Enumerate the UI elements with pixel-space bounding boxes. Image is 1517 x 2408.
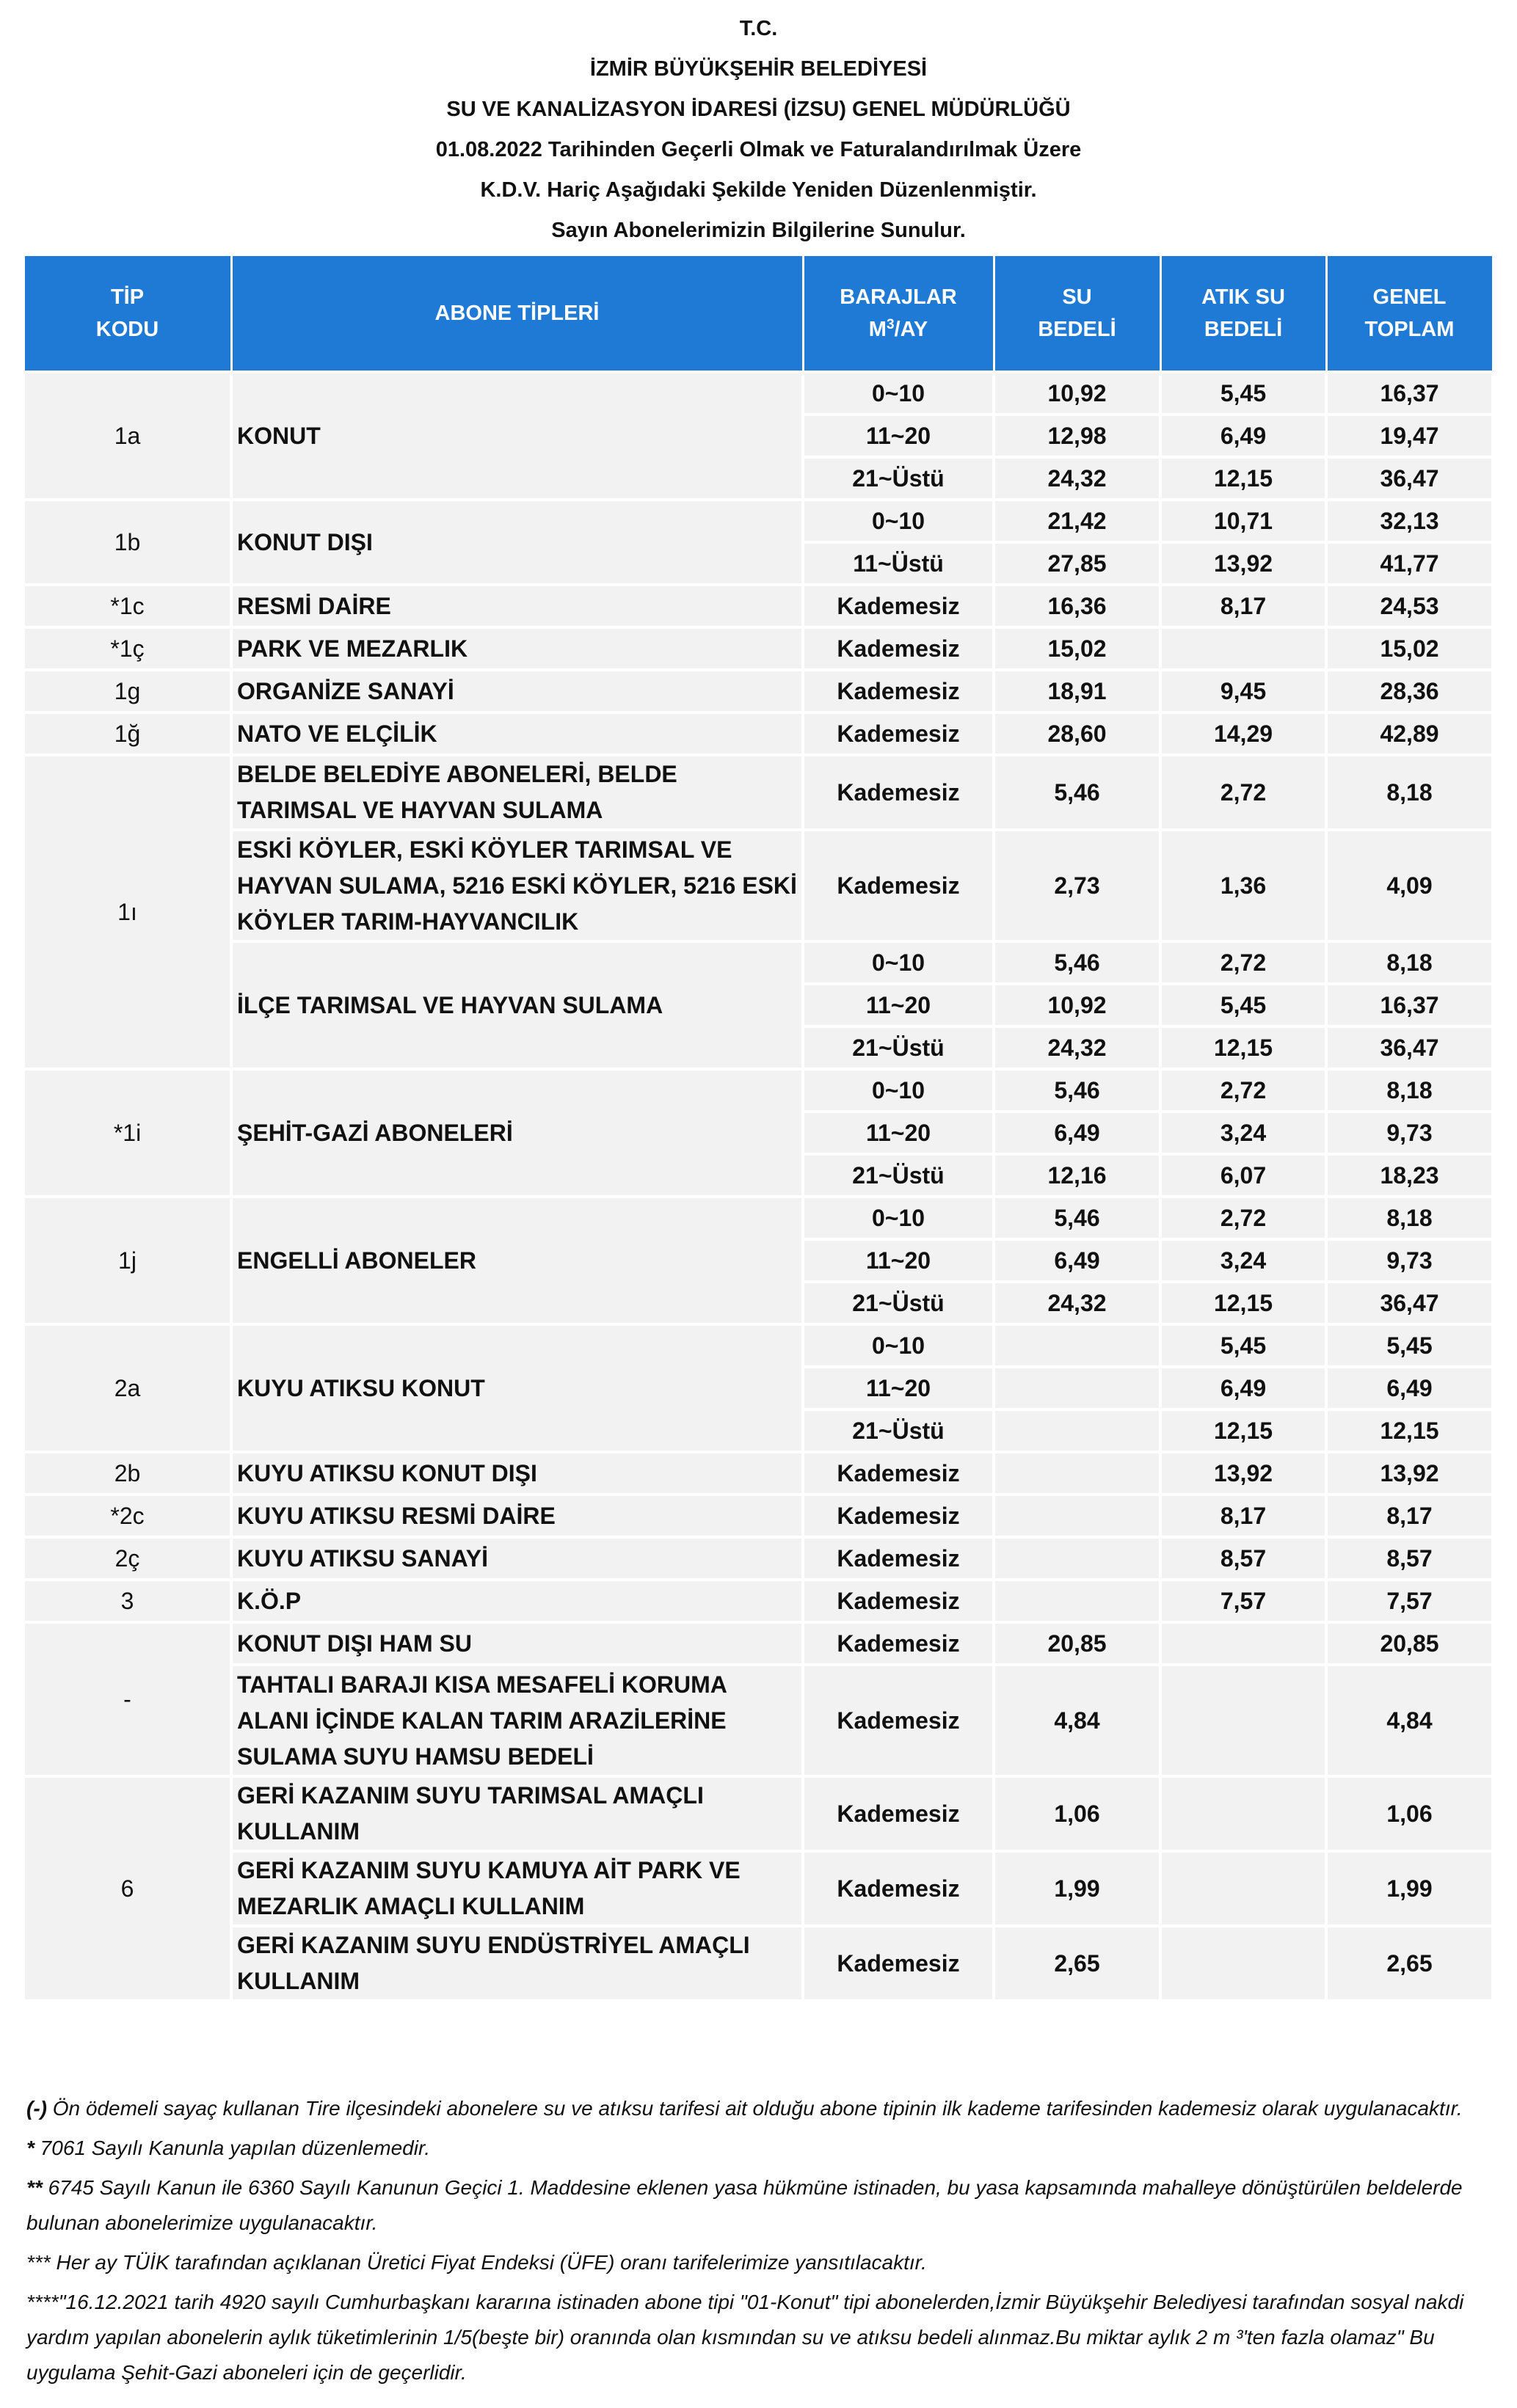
water-fee-cell: 5,46 — [994, 941, 1160, 984]
subscriber-type-cell: KONUT — [231, 372, 803, 500]
table-row — [23, 1197, 1493, 1239]
table-row — [23, 712, 1493, 755]
table-row — [23, 1580, 1493, 1622]
wastewater-fee-cell: 9,45 — [1160, 670, 1326, 712]
header-line-municipality: İZMİR BÜYÜKŞEHİR BELEDİYESİ — [589, 57, 928, 81]
subscriber-type-cell: ŞEHİT-GAZİ ABONELERİ — [231, 1069, 803, 1197]
water-fee-cell — [994, 1537, 1160, 1580]
subscriber-type-cell: K.Ö.P — [231, 1580, 803, 1622]
total-fee-cell: 12,15 — [1326, 1409, 1493, 1452]
type-code-cell: 1a — [23, 372, 231, 500]
range-cell: 11~20 — [803, 984, 994, 1026]
subscriber-type-cell: GERİ KAZANIM SUYU TARIMSAL AMAÇLI KULLANIM — [231, 1776, 803, 1851]
total-fee-cell: 16,37 — [1326, 984, 1493, 1026]
type-code-cell: 2b — [23, 1452, 231, 1495]
footnote — [26, 2245, 1491, 2280]
wastewater-fee-cell: 2,72 — [1160, 941, 1326, 984]
tariff-table — [22, 254, 1494, 2002]
water-fee-cell: 1,06 — [994, 1776, 1160, 1851]
table-row — [23, 1851, 1493, 1926]
subscriber-type-cell: NATO VE ELÇİLİK — [231, 712, 803, 755]
wastewater-fee-cell: 6,49 — [1160, 415, 1326, 457]
header-line-izsu: SU VE KANALİZASYON İDARESİ (İZSU) GENEL MÜDÜRLÜĞÜ — [446, 98, 1071, 121]
subscriber-type-cell: KUYU ATIKSU KONUT DIŞI — [231, 1452, 803, 1495]
subscriber-type-cell: ENGELLİ ABONELER — [231, 1197, 803, 1324]
type-code-cell: 1g — [23, 670, 231, 712]
wastewater-fee-cell: 6,49 — [1160, 1367, 1326, 1409]
table-row — [23, 585, 1493, 627]
water-fee-cell — [994, 1367, 1160, 1409]
header-line-vat: K.D.V. Hariç Aşağıdaki Şekilde Yeniden Düzenlenmiştir. — [480, 178, 1037, 202]
range-cell: Kademesiz — [803, 1580, 994, 1622]
wastewater-fee-cell: 12,15 — [1160, 1409, 1326, 1452]
range-cell: Kademesiz — [803, 830, 994, 941]
total-fee-cell: 7,57 — [1326, 1580, 1493, 1622]
total-fee-cell: 41,77 — [1326, 542, 1493, 585]
water-fee-cell: 20,85 — [994, 1622, 1160, 1665]
total-fee-cell: 1,06 — [1326, 1776, 1493, 1851]
water-fee-cell: 24,32 — [994, 1026, 1160, 1069]
total-fee-cell: 9,73 — [1326, 1112, 1493, 1154]
water-fee-cell: 4,84 — [994, 1665, 1160, 1776]
water-fee-cell: 6,49 — [994, 1112, 1160, 1154]
subscriber-type-cell: GERİ KAZANIM SUYU KAMUYA AİT PARK VE MEZARLIK AMAÇLI KULLANIM — [231, 1851, 803, 1926]
range-cell: Kademesiz — [803, 755, 994, 830]
type-code-cell: 1j — [23, 1197, 231, 1324]
footnotes — [26, 2091, 1491, 2390]
water-fee-cell — [994, 1452, 1160, 1495]
water-fee-cell: 28,60 — [994, 712, 1160, 755]
type-code-cell: 6 — [23, 1776, 231, 2001]
subscriber-type-cell: KUYU ATIKSU KONUT — [231, 1324, 803, 1452]
type-code-cell: 1ğ — [23, 712, 231, 755]
range-cell: 11~20 — [803, 1112, 994, 1154]
range-cell: 0~10 — [803, 1069, 994, 1112]
range-cell: Kademesiz — [803, 1495, 994, 1537]
water-fee-cell: 21,42 — [994, 500, 1160, 542]
subscriber-type-cell: KONUT DIŞI HAM SU — [231, 1622, 803, 1665]
header-line-tc: T.C. — [739, 17, 778, 40]
type-code-cell: *2c — [23, 1495, 231, 1537]
range-cell: 21~Üstü — [803, 457, 994, 500]
water-fee-cell: 27,85 — [994, 542, 1160, 585]
range-cell: 21~Üstü — [803, 1026, 994, 1069]
water-fee-cell: 2,73 — [994, 830, 1160, 941]
subscriber-type-cell: BELDE BELEDİYE ABONELERİ, BELDE TARIMSAL VE HAYVAN SULAMA — [231, 755, 803, 830]
col-header-ranges: BARAJLAR $M^3/AY$ — [803, 255, 994, 373]
wastewater-fee-cell — [1160, 627, 1326, 670]
total-fee-cell: 8,18 — [1326, 941, 1493, 984]
wastewater-fee-cell: 2,72 — [1160, 755, 1326, 830]
col-header-total: GENEL TOPLAM — [1326, 255, 1493, 373]
wastewater-fee-cell: 1,36 — [1160, 830, 1326, 941]
water-fee-cell: 10,92 — [994, 984, 1160, 1026]
total-fee-cell: 32,13 — [1326, 500, 1493, 542]
total-fee-cell: 36,47 — [1326, 457, 1493, 500]
subscriber-type-cell: KONUT DIŞI — [231, 500, 803, 585]
range-cell: 21~Üstü — [803, 1409, 994, 1452]
subscriber-type-cell: RESMİ DAİRE — [231, 585, 803, 627]
water-fee-cell — [994, 1495, 1160, 1537]
table-row — [23, 1665, 1493, 1776]
wastewater-fee-cell: 7,57 — [1160, 1580, 1326, 1622]
water-fee-cell: 12,98 — [994, 415, 1160, 457]
footnote-marker: * — [26, 2137, 34, 2159]
total-fee-cell: 6,49 — [1326, 1367, 1493, 1409]
header-line-notice: Sayın Abonelerimizin Bilgilerine Sunulur. — [551, 219, 966, 242]
water-fee-cell: 6,49 — [994, 1239, 1160, 1282]
footnote-marker: ** — [26, 2176, 43, 2199]
range-cell: Kademesiz — [803, 670, 994, 712]
total-fee-cell: 5,45 — [1326, 1324, 1493, 1367]
footnote — [26, 2091, 1491, 2126]
table-row — [23, 830, 1493, 941]
table-row — [23, 627, 1493, 670]
total-fee-cell: 20,85 — [1326, 1622, 1493, 1665]
table-body — [23, 372, 1493, 2001]
total-fee-cell: 4,84 — [1326, 1665, 1493, 1776]
water-fee-cell: 24,32 — [994, 1282, 1160, 1324]
type-code-cell: 2ç — [23, 1537, 231, 1580]
wastewater-fee-cell: 5,45 — [1160, 1324, 1326, 1367]
water-fee-cell: 5,46 — [994, 1069, 1160, 1112]
range-cell: 11~20 — [803, 1239, 994, 1282]
wastewater-fee-cell: 2,72 — [1160, 1197, 1326, 1239]
range-cell: Kademesiz — [803, 585, 994, 627]
range-cell: 0~10 — [803, 372, 994, 415]
document-header — [0, 9, 1517, 251]
table-row — [23, 1926, 1493, 2001]
range-cell: 0~10 — [803, 1324, 994, 1367]
wastewater-fee-cell — [1160, 1665, 1326, 1776]
water-fee-cell: 2,65 — [994, 1926, 1160, 2001]
subscriber-type-cell: GERİ KAZANIM SUYU ENDÜSTRİYEL AMAÇLI KULLANIM — [231, 1926, 803, 2001]
footnote-text: *** Her ay TÜİK tarafından açıklanan Üretici Fiyat Endeksi (ÜFE) oranı tarifelerimize yansıtılacaktır. — [26, 2251, 927, 2274]
wastewater-fee-cell: 5,45 — [1160, 984, 1326, 1026]
wastewater-fee-cell: 3,24 — [1160, 1112, 1326, 1154]
footnote — [26, 2285, 1491, 2390]
table-row — [23, 941, 1493, 984]
water-fee-cell: 15,02 — [994, 627, 1160, 670]
wastewater-fee-cell — [1160, 1851, 1326, 1926]
table-row — [23, 500, 1493, 542]
footnote-text: 7061 Sayılı Kanunla yapılan düzenlemedir. — [34, 2137, 431, 2159]
water-fee-cell: 10,92 — [994, 372, 1160, 415]
water-fee-cell: 18,91 — [994, 670, 1160, 712]
table-row — [23, 670, 1493, 712]
water-fee-cell — [994, 1409, 1160, 1452]
wastewater-fee-cell: 6,07 — [1160, 1154, 1326, 1197]
wastewater-fee-cell — [1160, 1926, 1326, 2001]
range-cell: 11~20 — [803, 1367, 994, 1409]
water-fee-cell: 1,99 — [994, 1851, 1160, 1926]
subscriber-type-cell: KUYU ATIKSU SANAYİ — [231, 1537, 803, 1580]
table-row — [23, 372, 1493, 415]
water-fee-cell: 5,46 — [994, 1197, 1160, 1239]
total-fee-cell: 36,47 — [1326, 1026, 1493, 1069]
total-fee-cell: 8,18 — [1326, 755, 1493, 830]
table-row — [23, 1776, 1493, 1851]
range-cell: 0~10 — [803, 941, 994, 984]
range-cell: 11~Üstü — [803, 542, 994, 585]
wastewater-fee-cell: 3,24 — [1160, 1239, 1326, 1282]
total-fee-cell: 8,18 — [1326, 1069, 1493, 1112]
range-cell: Kademesiz — [803, 1851, 994, 1926]
range-cell: Kademesiz — [803, 712, 994, 755]
type-code-cell: 1ı — [23, 755, 231, 1069]
total-fee-cell: 9,73 — [1326, 1239, 1493, 1282]
wastewater-fee-cell: 10,71 — [1160, 500, 1326, 542]
type-code-cell: 3 — [23, 1580, 231, 1622]
total-fee-cell: 28,36 — [1326, 670, 1493, 712]
range-cell: Kademesiz — [803, 1776, 994, 1851]
wastewater-fee-cell: 8,17 — [1160, 585, 1326, 627]
total-fee-cell: 19,47 — [1326, 415, 1493, 457]
subscriber-type-cell: PARK VE MEZARLIK — [231, 627, 803, 670]
wastewater-fee-cell: 12,15 — [1160, 1282, 1326, 1324]
subscriber-type-cell: TAHTALI BARAJI KISA MESAFELİ KORUMA ALANI İÇİNDE KALAN TARIM ARAZİLERİNE SULAMA SUYU HAMSU BEDELİ — [231, 1665, 803, 1776]
total-fee-cell: 13,92 — [1326, 1452, 1493, 1495]
table-row — [23, 1069, 1493, 1112]
type-code-cell: - — [23, 1622, 231, 1776]
total-fee-cell: 24,53 — [1326, 585, 1493, 627]
footnote — [26, 2170, 1491, 2241]
range-cell: 21~Üstü — [803, 1154, 994, 1197]
range-cell: Kademesiz — [803, 627, 994, 670]
total-fee-cell: 8,17 — [1326, 1495, 1493, 1537]
range-cell: 11~20 — [803, 415, 994, 457]
wastewater-fee-cell — [1160, 1622, 1326, 1665]
table-row — [23, 1622, 1493, 1665]
wastewater-fee-cell: 12,15 — [1160, 457, 1326, 500]
wastewater-fee-cell — [1160, 1776, 1326, 1851]
water-fee-cell — [994, 1580, 1160, 1622]
type-code-cell: *1c — [23, 585, 231, 627]
col-header-water-fee: SU BEDELİ — [994, 255, 1160, 373]
total-fee-cell: 42,89 — [1326, 712, 1493, 755]
subscriber-type-cell: ORGANİZE SANAYİ — [231, 670, 803, 712]
footnote-text: 6745 Sayılı Kanun ile 6360 Sayılı Kanunun Geçici 1. Maddesine eklenen yasa hükmüne istinaden, bu yasa kapsamında mahalleye dönüştürülen beldelerde bulunan abonelerimize uygulanacaktır. — [26, 2176, 1463, 2234]
header-line-validity: 01.08.2022 Tarihinden Geçerli Olmak ve Faturalandırılmak Üzere — [435, 138, 1082, 161]
range-cell: 21~Üstü — [803, 1282, 994, 1324]
range-cell: Kademesiz — [803, 1926, 994, 2001]
wastewater-fee-cell: 8,17 — [1160, 1495, 1326, 1537]
type-code-cell: 1b — [23, 500, 231, 585]
wastewater-fee-cell: 14,29 — [1160, 712, 1326, 755]
total-fee-cell: 2,65 — [1326, 1926, 1493, 2001]
type-code-cell: 2a — [23, 1324, 231, 1452]
water-fee-cell: 5,46 — [994, 755, 1160, 830]
wastewater-fee-cell: 5,45 — [1160, 372, 1326, 415]
col-header-type-code: TİP KODU — [23, 255, 231, 373]
type-code-cell: *1ç — [23, 627, 231, 670]
footnote-text: ****"16.12.2021 tarih 4920 sayılı Cumhurbaşkanı kararına istinaden abone tipi "01-Konut" tipi abonelerden,İzmir Büyükşehir Belediyesi tarafından sosyal nakdi yardım yapılan abonelerin aylık tüketimlerinin 1/5(beşte bir) oranında olan kısmından su ve atıksu bedeli alınmaz.Bu miktar aylık 2 m ³'ten fazla olamaz" Bu uygulama Şehit-Gazi aboneleri için de geçerlidir. — [26, 2291, 1464, 2384]
footnote — [26, 2131, 1491, 2166]
range-cell: Kademesiz — [803, 1622, 994, 1665]
footnote-text: Ön ödemeli sayaç kullanan Tire ilçesindeki abonelere su ve atıksu tarifesi ait olduğu abone tipinin ilk kademe tarifesinden kademesiz olarak uygulanacaktır. — [46, 2097, 1463, 2120]
total-fee-cell: 8,18 — [1326, 1197, 1493, 1239]
subscriber-type-cell: KUYU ATIKSU RESMİ DAİRE — [231, 1495, 803, 1537]
wastewater-fee-cell: 12,15 — [1160, 1026, 1326, 1069]
wastewater-fee-cell: 13,92 — [1160, 1452, 1326, 1495]
subscriber-type-cell: İLÇE TARIMSAL VE HAYVAN SULAMA — [231, 941, 803, 1069]
table-row — [23, 1452, 1493, 1495]
col-header-subscriber-types: ABONE TİPLERİ — [231, 255, 803, 373]
total-fee-cell: 1,99 — [1326, 1851, 1493, 1926]
total-fee-cell: 8,57 — [1326, 1537, 1493, 1580]
wastewater-fee-cell: 13,92 — [1160, 542, 1326, 585]
type-code-cell: *1i — [23, 1069, 231, 1197]
table-row — [23, 1495, 1493, 1537]
subscriber-type-cell: ESKİ KÖYLER, ESKİ KÖYLER TARIMSAL VE HAYVAN SULAMA, 5216 ESKİ KÖYLER, 5216 ESKİ KÖYLER TARIM-HAYVANCILIK — [231, 830, 803, 941]
total-fee-cell: 15,02 — [1326, 627, 1493, 670]
footnote-marker: (-) — [26, 2097, 47, 2120]
range-cell: 0~10 — [803, 1197, 994, 1239]
total-fee-cell: 4,09 — [1326, 830, 1493, 941]
wastewater-fee-cell: 8,57 — [1160, 1537, 1326, 1580]
range-cell: Kademesiz — [803, 1665, 994, 1776]
water-fee-cell: 24,32 — [994, 457, 1160, 500]
water-fee-cell: 12,16 — [994, 1154, 1160, 1197]
range-cell: Kademesiz — [803, 1537, 994, 1580]
wastewater-fee-cell: 2,72 — [1160, 1069, 1326, 1112]
table-header-row — [23, 255, 1493, 373]
total-fee-cell: 36,47 — [1326, 1282, 1493, 1324]
table-row — [23, 1324, 1493, 1367]
water-fee-cell: 16,36 — [994, 585, 1160, 627]
table-row — [23, 755, 1493, 830]
water-fee-cell — [994, 1324, 1160, 1367]
range-cell: Kademesiz — [803, 1452, 994, 1495]
col-header-wastewater-fee: ATIK SU BEDELİ — [1160, 255, 1326, 373]
total-fee-cell: 16,37 — [1326, 372, 1493, 415]
total-fee-cell: 18,23 — [1326, 1154, 1493, 1197]
table-row — [23, 1537, 1493, 1580]
range-cell: 0~10 — [803, 500, 994, 542]
